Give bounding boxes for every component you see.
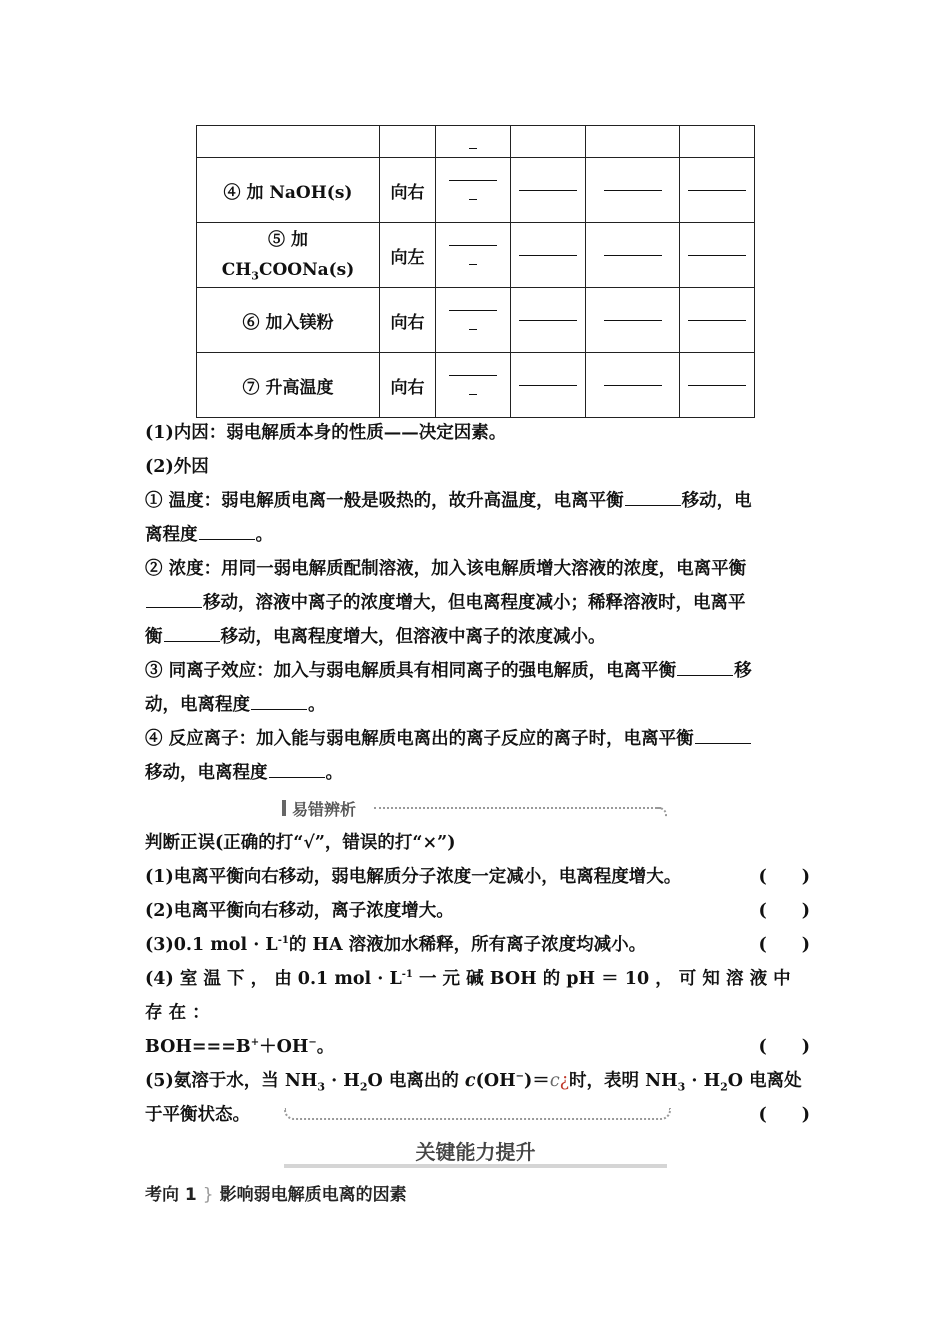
blank-cell (680, 223, 755, 288)
question-5: (5)氨溶于水，当 $NH_3 \cdot H_2O$ 电离出的 c(OH−)＝c¿时，表明 $NH_3 \cdot H_2O$ 电离处 于平衡状态。 ( ) (145, 1064, 810, 1132)
answer-blank (251, 709, 307, 710)
answer-blank (625, 505, 681, 506)
kaoxiang-heading (145, 1180, 407, 1205)
answer-blank (199, 539, 255, 540)
error-analysis-banner (282, 797, 667, 819)
blank-cell (436, 288, 511, 353)
section-title: 关键能力提升 (415, 1140, 536, 1164)
direction-cell: 向右 (380, 158, 436, 223)
blank-cell (436, 158, 511, 223)
question-1: (1)电离平衡向右移动，弱电解质分子浓度一定减小，电离程度增大。 ( ) (145, 860, 810, 894)
answer-blank (677, 675, 733, 676)
table-row (197, 223, 755, 288)
direction-cell: 向左 (380, 223, 436, 288)
blank-cell (586, 158, 680, 223)
table-cell (511, 126, 586, 158)
table-cell (586, 126, 680, 158)
table-row (197, 353, 755, 418)
answer-paren: ( ) (758, 867, 810, 887)
banner-divider (374, 807, 661, 809)
condition-cell: ④ 加 NaOH(s) (197, 158, 380, 223)
answer-paren: ( ) (758, 935, 810, 955)
table-cell (380, 126, 436, 158)
answer-paren: ( ) (758, 901, 810, 921)
answer-blank (146, 607, 202, 608)
brace-icon: } (202, 1185, 214, 1205)
question-4: (4) 室 温 下 ， 由 0.1 mol · $L^{-1}$ 一 元 碱 BOH 的 pH ＝ 10 ， 可 知 溶 液 中 存 在 ： BOH===B+＋OH−。 ( ) (145, 962, 810, 1064)
blank-cell (511, 288, 586, 353)
blank-cell (511, 223, 586, 288)
section-underline (284, 1164, 667, 1168)
blank-cell (586, 353, 680, 418)
table-cell (197, 126, 380, 158)
condition-cell: ⑦ 升高温度 (197, 353, 380, 418)
question-2: (2)电离平衡向右移动，离子浓度增大。 ( ) (145, 894, 810, 928)
direction-cell: 向右 (380, 353, 436, 418)
blank-cell (511, 158, 586, 223)
banner-label: 易错辨析 (292, 800, 357, 819)
paragraph: (1)内因：弱电解质本身的性质——决定因素。 (145, 423, 507, 443)
direction-cell: 向右 (380, 288, 436, 353)
blank-cell (680, 288, 755, 353)
table-cell (680, 126, 755, 158)
table-cell (436, 126, 511, 158)
blank-cell (436, 353, 511, 418)
banner-bar (282, 800, 286, 816)
ionization-table (196, 125, 755, 418)
paragraph: ④ 反应离子：加入能与弱电解质电离出的离子反应的离子时，电离平衡 移动，电离程度 。 (145, 722, 810, 790)
question-3: (3)0.1 mol · $L^{-1}$的 HA 溶液加水稀释，所有离子浓度均减小。 ( ) (145, 928, 810, 962)
factors-section (145, 416, 810, 790)
blank-cell (586, 288, 680, 353)
condition-cell: ⑤ 加 $CH_3COONa(s)$ (197, 223, 380, 288)
judge-heading: 判断正误(正确的打“√”，错误的打“×”) (145, 833, 456, 853)
paragraph: ③ 同离子效应：加入与弱电解质具有相同离子的强电解质，电离平衡 移 动，电离程度 。 (145, 661, 752, 715)
paragraph: ① 温度：弱电解质电离一般是吸热的，故升高温度，电离平衡 移动，电 离程度 。 (145, 491, 752, 545)
table-row (197, 158, 755, 223)
kaoxiang-topic: 影响弱电解质电离的因素 (219, 1185, 407, 1205)
table-row (197, 126, 755, 158)
blank-cell (680, 353, 755, 418)
blank-cell (680, 158, 755, 223)
judge-section (145, 826, 810, 1132)
condition-cell: ⑥ 加入镁粉 (197, 288, 380, 353)
table-row (197, 288, 755, 353)
banner-corner (657, 807, 667, 817)
blank-cell (586, 223, 680, 288)
frame-bottom-border (284, 1108, 671, 1120)
answer-paren: ( ) (758, 1037, 810, 1057)
blank-cell (511, 353, 586, 418)
paragraph: (2)外因 (145, 457, 209, 477)
kaoxiang-label: 考向 1 (145, 1185, 197, 1205)
blank-cell (436, 223, 511, 288)
paragraph: ② 浓度：用同一弱电解质配制溶液，加入该电解质增大溶液的浓度，电离平衡 移动，溶液中离子的浓度增大，但电离程度减小；稀释溶液时，电离平 衡 移动，电离程度增大，但溶液中离子的浓度减小。 (145, 559, 747, 647)
answer-blank (164, 641, 220, 642)
answer-paren: ( ) (758, 1105, 810, 1125)
answer-blank (269, 777, 325, 778)
answer-blank (695, 743, 751, 744)
